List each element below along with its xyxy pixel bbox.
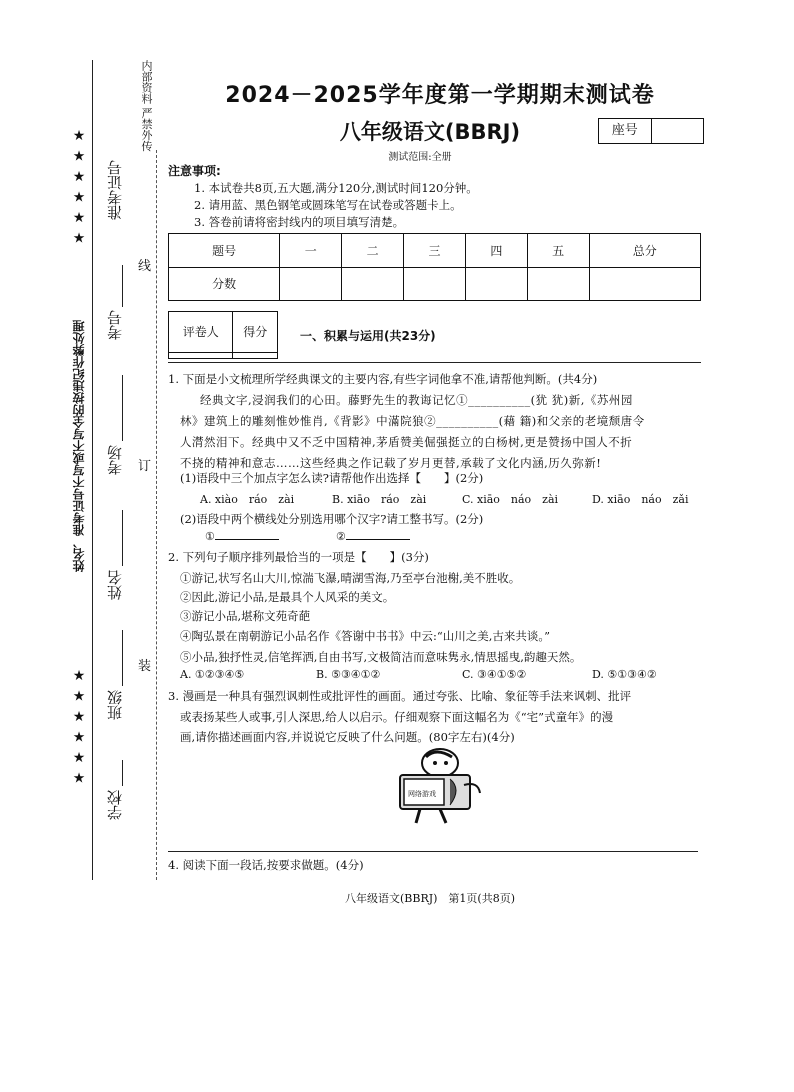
- binding-border-line: [92, 60, 93, 880]
- notice-heading: 注意事项:: [168, 164, 221, 178]
- cartoon-label: 网络游戏: [408, 790, 436, 798]
- q3-stem-line: 画,请你描述画面内容,并说说它反映了什么问题。(80字左右)(4分): [180, 730, 515, 744]
- seal-mark-ding: 订: [138, 459, 152, 474]
- page-subtitle: 八年级语文(BBRJ): [339, 120, 521, 144]
- q3-stem-line: 3. 漫画是一种具有强烈讽刺性或批评性的画面。通过夸张、比喻、象征等手法来讽刺、批评: [168, 689, 632, 703]
- field-name[interactable]: 姓名: [106, 570, 124, 600]
- q2-item: ④陶弘景在南朝游记小品名作《答谢中书书》中云:“山川之美,古来共谈。”: [180, 629, 551, 643]
- field-admission-number[interactable]: 准考证号: [106, 160, 124, 220]
- seal-mark-zhuang: 装: [138, 659, 152, 674]
- q1-passage-line: 经典文字,浸润我们的心田。藤野先生的教诲记忆①__________(犹 犹)新,《苏州园: [200, 393, 633, 407]
- cartoon-image: [380, 745, 490, 825]
- page-footer: 八年级语文(BBRJ) 第1页(共8页): [344, 892, 516, 905]
- q1-blank-2[interactable]: [336, 530, 410, 543]
- binding-stars-top: ★ ★ ★ ★ ★ ★: [71, 128, 87, 247]
- q2-item: ①游记,状写名山大川,惊湍飞瀑,晴湖雪海,乃至亭台池榭,美不胜收。: [180, 571, 521, 585]
- q2-option-b[interactable]: B. ⑤③④①②: [316, 668, 381, 681]
- cartoon-drawing: [380, 745, 490, 825]
- field-line-3: [122, 510, 123, 566]
- q1-blank-2-marker: ②: [336, 530, 346, 543]
- score-cell[interactable]: [280, 267, 342, 301]
- page-title: 2024－2025学年度第一学期期末测试卷: [225, 83, 655, 108]
- test-range: 测试范围:全册: [388, 152, 452, 163]
- q1-blank-1[interactable]: [205, 530, 279, 543]
- grader-score-cell[interactable]: [233, 352, 278, 358]
- q1-sub1: (1)语段中三个加点字怎么读?请帮他作出选择【 】(2分): [180, 471, 484, 485]
- q1-blank-1-marker: ①: [205, 530, 215, 543]
- notice-item: 2. 请用蓝、黑色钢笔或圆珠笔写在试卷或答题卡上。: [194, 198, 462, 212]
- score-header-cell: 总分: [589, 234, 700, 268]
- grader-reviewer-label: 评卷人: [169, 312, 233, 353]
- score-header-cell: 三: [404, 234, 466, 268]
- q2-item: ②因此,游记小品,是最具个人风采的美文。: [180, 590, 395, 604]
- score-cell[interactable]: [404, 267, 466, 301]
- score-header-cell: 二: [342, 234, 404, 268]
- seat-number-label: 座号: [599, 119, 652, 143]
- grader-score-label: 得分: [233, 312, 278, 353]
- q1-sub2: (2)语段中两个横线处分别选用哪个汉字?请工整书写。(2分): [180, 512, 484, 526]
- notice-item: 3. 答卷前请将密封线内的项目填写清楚。: [194, 215, 405, 229]
- grader-reviewer-cell[interactable]: [169, 352, 233, 358]
- field-school[interactable]: 学校: [106, 790, 124, 820]
- seal-dashed-line: [156, 150, 157, 880]
- field-line-4: [122, 375, 123, 441]
- q2-option-c[interactable]: C. ③④①⑤②: [462, 668, 527, 681]
- score-table-header-row: [169, 234, 701, 268]
- q2-option-d[interactable]: D. ⑤①③④②: [592, 668, 657, 681]
- field-class[interactable]: 班级: [106, 690, 124, 720]
- seat-number-box[interactable]: [598, 118, 704, 144]
- q1-option-c[interactable]: C. xiāo náo zài: [462, 493, 559, 506]
- field-line-1: [122, 760, 123, 786]
- score-cell[interactable]: [527, 267, 589, 301]
- score-cell[interactable]: [465, 267, 527, 301]
- seal-mark-xian: 线: [138, 259, 152, 274]
- q2-item: ③游记小品,堪称文苑奇葩: [180, 609, 311, 623]
- q3-answer-line: [168, 851, 698, 852]
- q3-stem-line: 或表扬某些人或事,引人深思,给人以启示。仔细观察下面这幅名为《“宅”式童年》的漫: [180, 710, 614, 724]
- score-table-score-row: [169, 267, 701, 301]
- binding-stars-bottom: ★ ★ ★ ★ ★ ★: [71, 668, 87, 787]
- score-cell[interactable]: [342, 267, 404, 301]
- binding-warning: 姓名、准考证号不写或不写全的按违纪作弊处理: [72, 320, 86, 572]
- q1-passage-line: 人潸然泪下。经典中又不乏中国精神,茅盾赞美倔强挺立的白杨树,更是赞扬中国人不折: [180, 435, 633, 449]
- q1-passage-line: 林》建筑上的雕刻惟妙惟肖,《背影》中滿院狼②__________(藉 籍)和父亲的老境颓唐令: [180, 414, 645, 428]
- q4-stem: 4. 阅读下面一段话,按要求做题。(4分): [168, 858, 364, 872]
- score-cell[interactable]: [589, 267, 700, 301]
- q1-stem: 1. 下面是小文梳理所学经典课文的主要内容,有些字词他拿不准,请帮他判断。(共4分): [168, 372, 598, 386]
- q2-item: ⑤小品,独抒性灵,信笔挥洒,自由书写,文极简洁而意味隽永,情思摇曳,韵趣天然。: [180, 650, 582, 664]
- notice-item: 1. 本试卷共8页,五大题,满分120分,测试时间120分钟。: [194, 181, 478, 195]
- field-exam-number[interactable]: 考号: [106, 310, 124, 340]
- score-table: [168, 233, 701, 301]
- q1-option-d[interactable]: D. xiāo náo zǎi: [592, 493, 689, 506]
- score-header-cell: 一: [280, 234, 342, 268]
- field-exam-room[interactable]: 考场: [106, 445, 124, 475]
- score-header-cell: 四: [465, 234, 527, 268]
- score-header-cell: 题号: [169, 234, 280, 268]
- score-row-label: 分数: [169, 267, 280, 301]
- score-header-cell: 五: [527, 234, 589, 268]
- q2-stem: 2. 下列句子顺序排列最恰当的一项是【 】(3分): [168, 550, 429, 564]
- q2-option-a[interactable]: A. ①②③④⑤: [180, 668, 245, 681]
- seat-number-input[interactable]: [652, 119, 704, 143]
- field-line-5: [122, 265, 123, 307]
- corner-note: 内部资料 严禁外传: [140, 60, 153, 152]
- field-line-2: [122, 630, 123, 686]
- q1-option-a[interactable]: A. xiào ráo zài: [200, 493, 295, 506]
- grader-table: [168, 311, 278, 359]
- section-title: 一、积累与运用(共23分): [300, 329, 436, 343]
- q1-passage-line: 不挠的精神和意志……这些经典之作记载了岁月更替,承载了文化内涵,历久弥新!: [180, 456, 602, 470]
- section-rule: [168, 362, 701, 363]
- q1-option-b[interactable]: B. xiāo ráo zài: [332, 493, 427, 506]
